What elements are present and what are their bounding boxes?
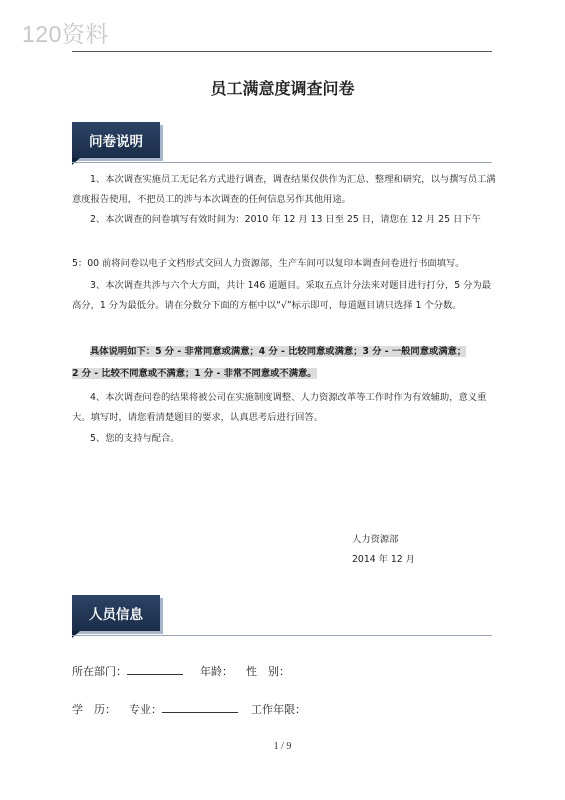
section-rule [72,162,492,163]
section-tab-questionnaire-notes [72,122,160,158]
section-tab-label: 人员信息 [89,607,143,623]
education-label: 学 历： [72,703,116,716]
intro-paragraph-3: 3、本次调查共涉与六个大方面，共计 146 道题目。采取五点计分法来对题目进行打分，5 分为最高分，1 分为最低分。请在分数分下面的方框中以“√”标示即可，每道题目请只选择 1 个分数。 [72,280,492,311]
intro-paragraph-2b: 5：00 前将问卷以电子文档形式交回人力资源部，生产车间可以复印本调查问卷进行书面填写。 [72,258,465,269]
page-number: 1 / 9 [273,741,292,752]
signature-date: 2014 年 12 月 [352,554,415,565]
scale-explanation-1 [72,342,496,362]
form-row-1 [72,662,290,679]
scale-text-1: 具体说明如下：5 分 - 非常同意或满意；4 分 - 比较同意或满意；3 分 - 一般同意或满意； [90,346,467,357]
scale-text-2: 2 分 - 比较不同意或不满意；1 分 - 非常不同意或不满意。 [72,368,317,379]
signature-department: 人力资源部 [352,534,399,545]
age-label: 年龄： [200,665,233,678]
intro-paragraph-5: 5、您的支持与配合。 [90,433,180,444]
section-rule [72,635,492,636]
gender-label: 性 别： [246,665,290,678]
work-years-label: 工作年限： [251,703,306,716]
section-tab-label: 问卷说明 [89,134,143,150]
intro-paragraph-4: 4、本次调查问卷的结果将被公司在实施制度调整、人力资源改革等工作时作为有效辅助，意义重大。填写时，请您看清楚题目的要求，认真思考后进行回答。 [72,392,487,423]
form-row-2 [72,700,306,717]
major-field[interactable] [162,700,238,713]
section-tab-personal-info [72,595,160,631]
header-rule [72,51,492,52]
department-label: 所在部门： [72,665,127,678]
department-field[interactable] [127,662,183,675]
major-label: 专业： [129,703,162,716]
watermark: 120资料 [22,21,109,47]
intro-paragraph-1: 1、本次调查实施员工无记名方式进行调查，调查结果仅供作为汇总、整理和研究，以与撰写员工满意度报告使用，不把员工的涉与本次调查的任何信息另作其他用途。 [72,174,496,205]
intro-paragraph-2a: 2、本次调查的问卷填写有效时间为：2010 年 12 月 13 日至 25 日，请您在 12 月 25 日下午 [90,214,481,225]
document-title: 员工满意度调查问卷 [210,79,355,98]
scale-explanation-2 [72,364,496,384]
